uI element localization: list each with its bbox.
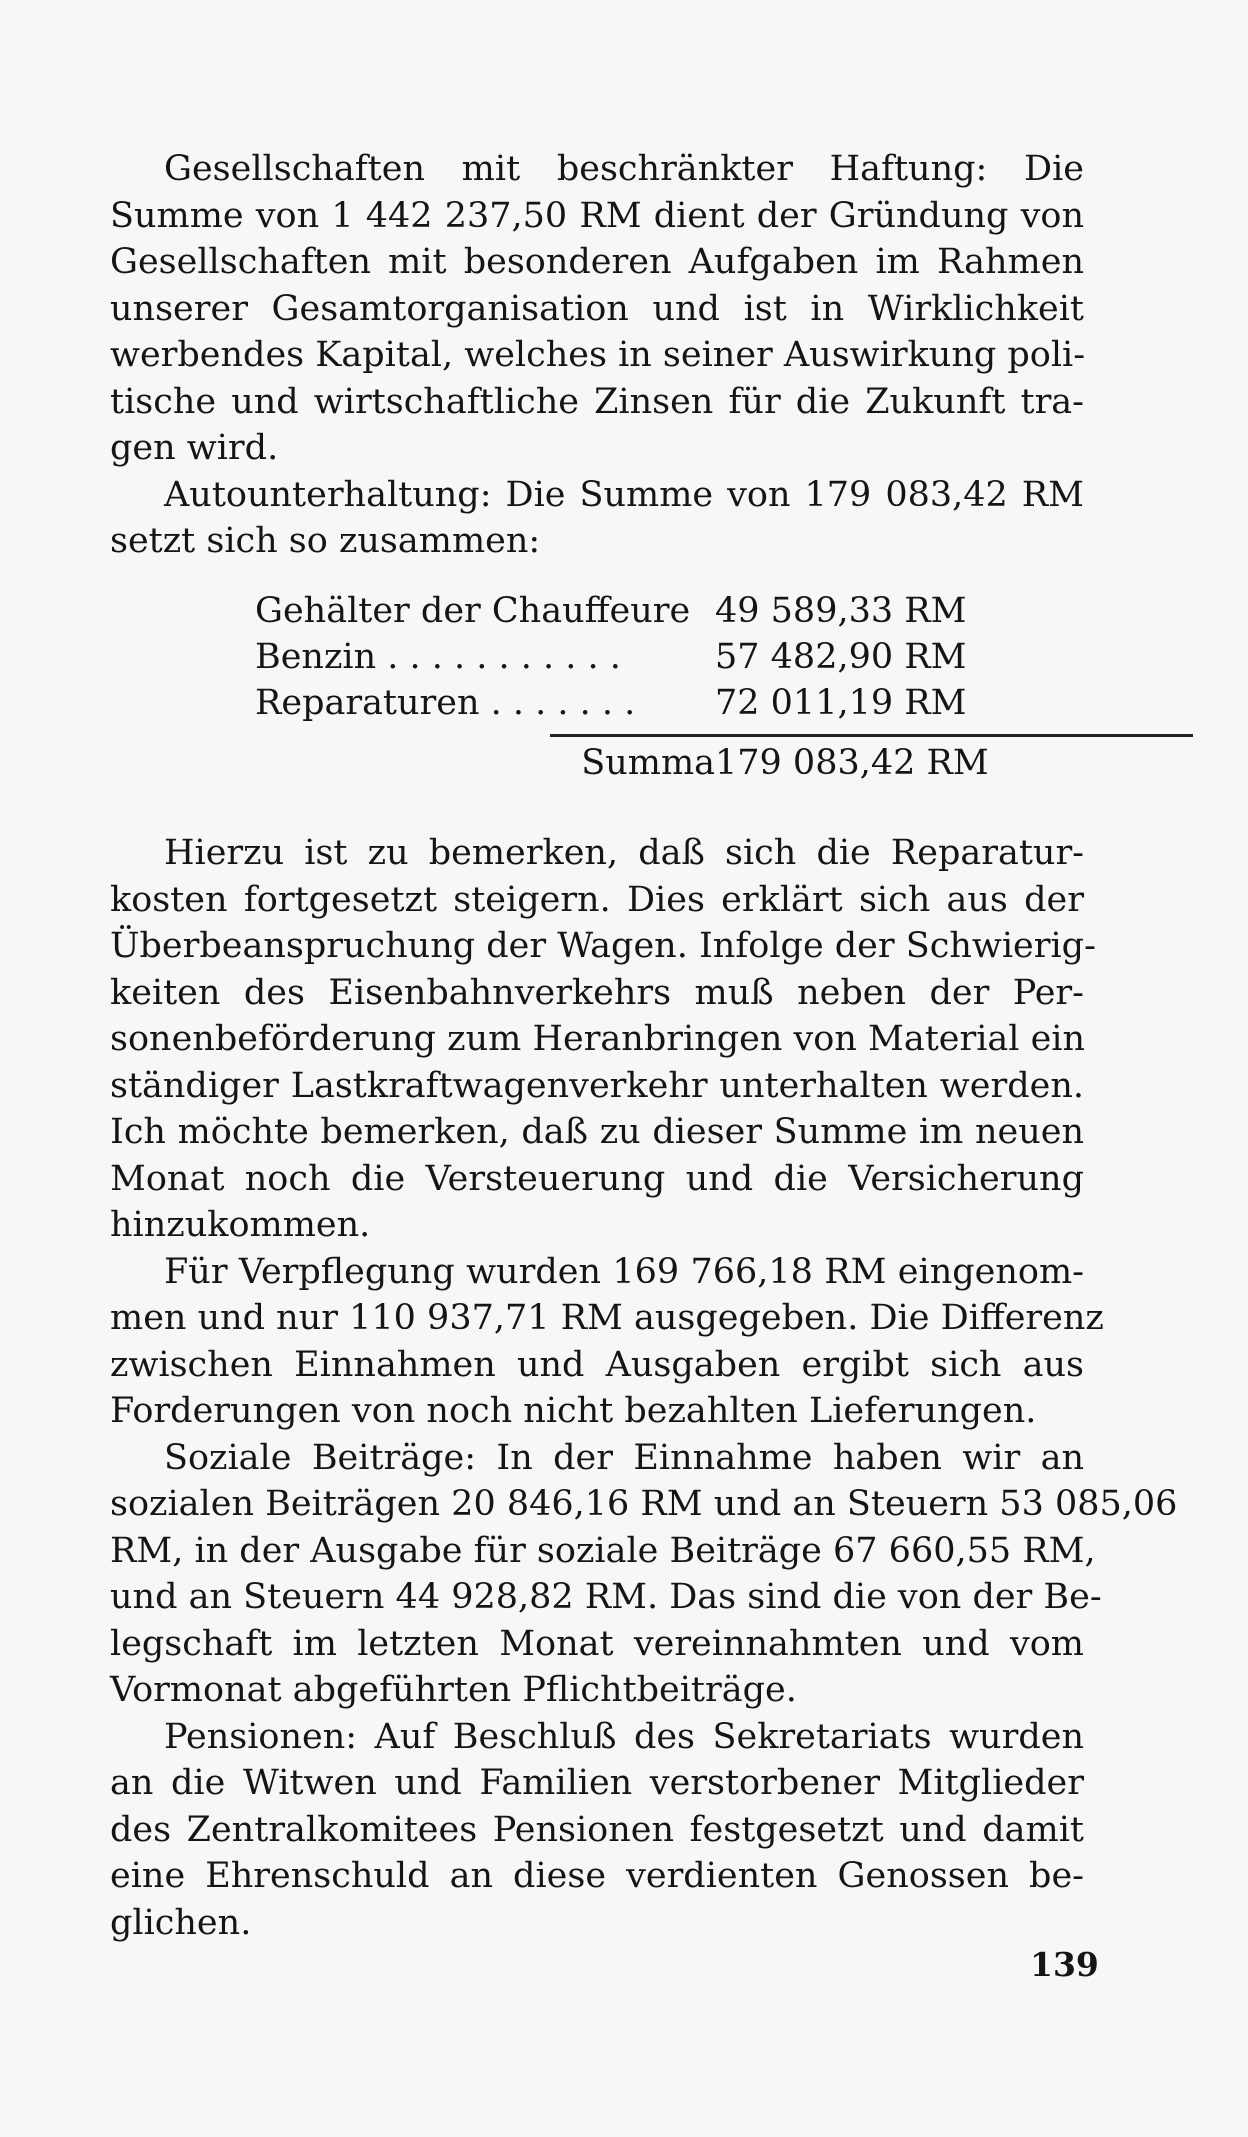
- text-line: sonenbeförderung zum Heranbringen von Material ein: [110, 1019, 1086, 1059]
- text-line: men und nur 110 937,71 RM ausgegeben. Die Differenz: [110, 1298, 1104, 1338]
- sum-row: [255, 740, 989, 786]
- paragraph-soziale-beitraege: [110, 1435, 1178, 1714]
- row-label: Benzin . . . . . . . . . . .: [255, 637, 621, 677]
- sum-rule: [550, 734, 1193, 737]
- text-block-top: [110, 146, 1084, 565]
- page-number: 139: [1030, 1945, 1099, 1984]
- text-line: gen wird.: [110, 428, 279, 468]
- text-line: Pensionen: Auf Beschluß des Sekretariats wurden: [164, 1716, 1084, 1757]
- text-line: Für Verpflegung wurden 169 766,18 RM eingenom-: [164, 1251, 1084, 1292]
- text-line: Gesellschaften mit beschränkter Haftung: Die: [164, 149, 1084, 189]
- text-line: Forderungen von noch nicht bezahlten Lieferungen.: [110, 1391, 1037, 1431]
- row-amount: 57 482,90 RM: [715, 637, 967, 677]
- sum-amount: 179 083,42 RM: [715, 743, 989, 783]
- text-line: glichen.: [110, 1902, 252, 1943]
- table-row: [255, 680, 967, 726]
- text-line: setzt sich so zusammen:: [110, 521, 541, 561]
- paragraph-verpflegung: [110, 1249, 1104, 1435]
- text-line: an die Witwen und Familien verstorbener Mitglieder: [110, 1763, 1084, 1803]
- row-amount: 72 011,19 RM: [715, 683, 967, 723]
- row-label: Gehälter der Chauffeure: [255, 591, 691, 631]
- text-line: Summe von 1 442 237,50 RM dient der Gründung von: [110, 195, 1084, 236]
- row-label: Reparaturen . . . . . . .: [255, 683, 636, 723]
- row-amount: 49 589,33 RM: [715, 591, 967, 631]
- text-line: keiten des Eisenbahnverkehrs muß neben der Per-: [110, 972, 1084, 1013]
- text-line: Überbeanspruchung der Wagen. Infolge der Schwierig-: [110, 926, 1096, 966]
- text-line: Autounterhaltung: Die Summe von 179 083,42 RM: [164, 474, 1084, 515]
- text-line: Hierzu ist zu bemerken, daß sich die Reparatur-: [164, 833, 1084, 873]
- cost-table: [255, 588, 989, 783]
- text-line: hinzukommen.: [110, 1205, 371, 1245]
- text-line: ständiger Lastkraftwagenverkehr unterhalten werden.: [110, 1065, 1084, 1106]
- paragraph-reparaturen: [110, 830, 1096, 1249]
- text-line: Monat noch die Versteuerung und die Versicherung: [110, 1158, 1084, 1199]
- text-line: RM, in der Ausgabe für soziale Beiträge 67 660,55 RM,: [110, 1530, 1096, 1571]
- text-line: Soziale Beiträge: In der Einnahme haben wir an: [164, 1437, 1084, 1478]
- paragraph-gmbh: [110, 146, 1084, 472]
- text-line: des Zentralkomitees Pensionen festgesetzt und damit: [110, 1809, 1084, 1850]
- text-line: kosten fortgesetzt steigern. Dies erklärt sich aus der: [110, 879, 1084, 920]
- text-line: legschaft im letzten Monat vereinnahmten und vom: [110, 1623, 1084, 1664]
- text-block-bottom: [110, 830, 1178, 1946]
- text-line: Vormonat abgeführten Pflichtbeiträge.: [110, 1670, 797, 1710]
- text-line: werbendes Kapital, welches in seiner Auswirkung poli-: [110, 335, 1086, 375]
- paragraph-autounterhaltung: [110, 472, 1084, 565]
- text-line: tische und wirtschaftliche Zinsen für die Zukunft tra-: [110, 381, 1084, 422]
- text-line: Gesellschaften mit besonderen Aufgaben im Rahmen: [110, 242, 1084, 282]
- table-row: [255, 634, 967, 680]
- sum-label: Summa: [581, 743, 715, 783]
- text-line: zwischen Einnahmen und Ausgaben ergibt sich aus: [110, 1344, 1084, 1385]
- text-line: eine Ehrenschuld an diese verdienten Genossen be-: [110, 1856, 1084, 1896]
- text-line: sozialen Beiträgen 20 846,16 RM und an Steuern 53 085,06: [110, 1484, 1178, 1524]
- text-line: und an Steuern 44 928,82 RM. Das sind die von der Be-: [110, 1577, 1102, 1617]
- table-row: [255, 588, 967, 634]
- text-line: unserer Gesamtorganisation und ist in Wirklichkeit: [110, 288, 1084, 329]
- paragraph-pensionen: [110, 1714, 1084, 1947]
- text-line: Ich möchte bemerken, daß zu dieser Summe im neuen: [110, 1112, 1084, 1152]
